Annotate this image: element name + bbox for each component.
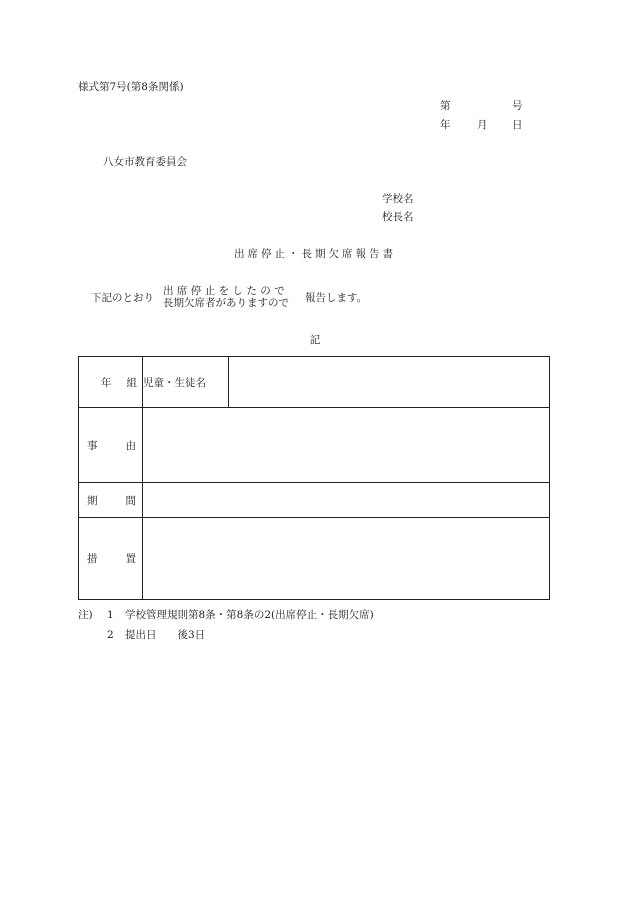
- report-table: [78, 356, 550, 600]
- student-name-label: 児童・生徒名: [143, 357, 229, 408]
- student-name-field[interactable]: [229, 357, 550, 408]
- period-field[interactable]: [143, 483, 550, 518]
- grade-class-label: [79, 357, 143, 408]
- number-prefix: 第: [440, 100, 451, 112]
- note-number-1: 1: [107, 609, 114, 621]
- lead-option-long-absence: 長期欠席者がありますので: [163, 297, 289, 309]
- note-number-2: 2: [107, 629, 114, 641]
- lead-option-suspension: 出席停止をしたので: [163, 285, 289, 297]
- class-label: 組: [126, 376, 137, 389]
- ki-heading: 記: [309, 334, 321, 346]
- note-text-1: 学校管理規則第8条・第8条の2(出席停止・長期欠席): [125, 609, 374, 621]
- reason-label: 事 由: [79, 408, 143, 483]
- principal-name-label: 校長名: [382, 211, 414, 223]
- measures-label: 措 置: [79, 518, 143, 600]
- date-month: 月: [477, 119, 488, 131]
- lead-suffix: 報告します。: [305, 292, 368, 304]
- notes-prefix: 注): [78, 609, 93, 621]
- row-measures: [79, 518, 550, 600]
- date-day: 日: [512, 119, 523, 131]
- reason-field[interactable]: [143, 408, 550, 483]
- document-title: 出席停止・長期欠席報告書: [234, 248, 396, 260]
- row-reason: [79, 408, 550, 483]
- row-period: [79, 483, 550, 518]
- school-name-label: 学校名: [382, 193, 414, 205]
- grade-label: 年: [101, 376, 112, 389]
- recipient: 八女市教育委員会: [103, 156, 187, 168]
- measures-field[interactable]: [143, 518, 550, 600]
- number-suffix: 号: [512, 100, 523, 112]
- form-number: 様式第7号(第8条関係): [78, 81, 184, 93]
- date-year: 年: [440, 119, 451, 131]
- period-label: 期 間: [79, 483, 143, 518]
- lead-prefix: 下記のとおり: [91, 292, 154, 304]
- note-text-2: 提出日 後3日: [125, 629, 206, 641]
- row-grade-class: [79, 357, 550, 408]
